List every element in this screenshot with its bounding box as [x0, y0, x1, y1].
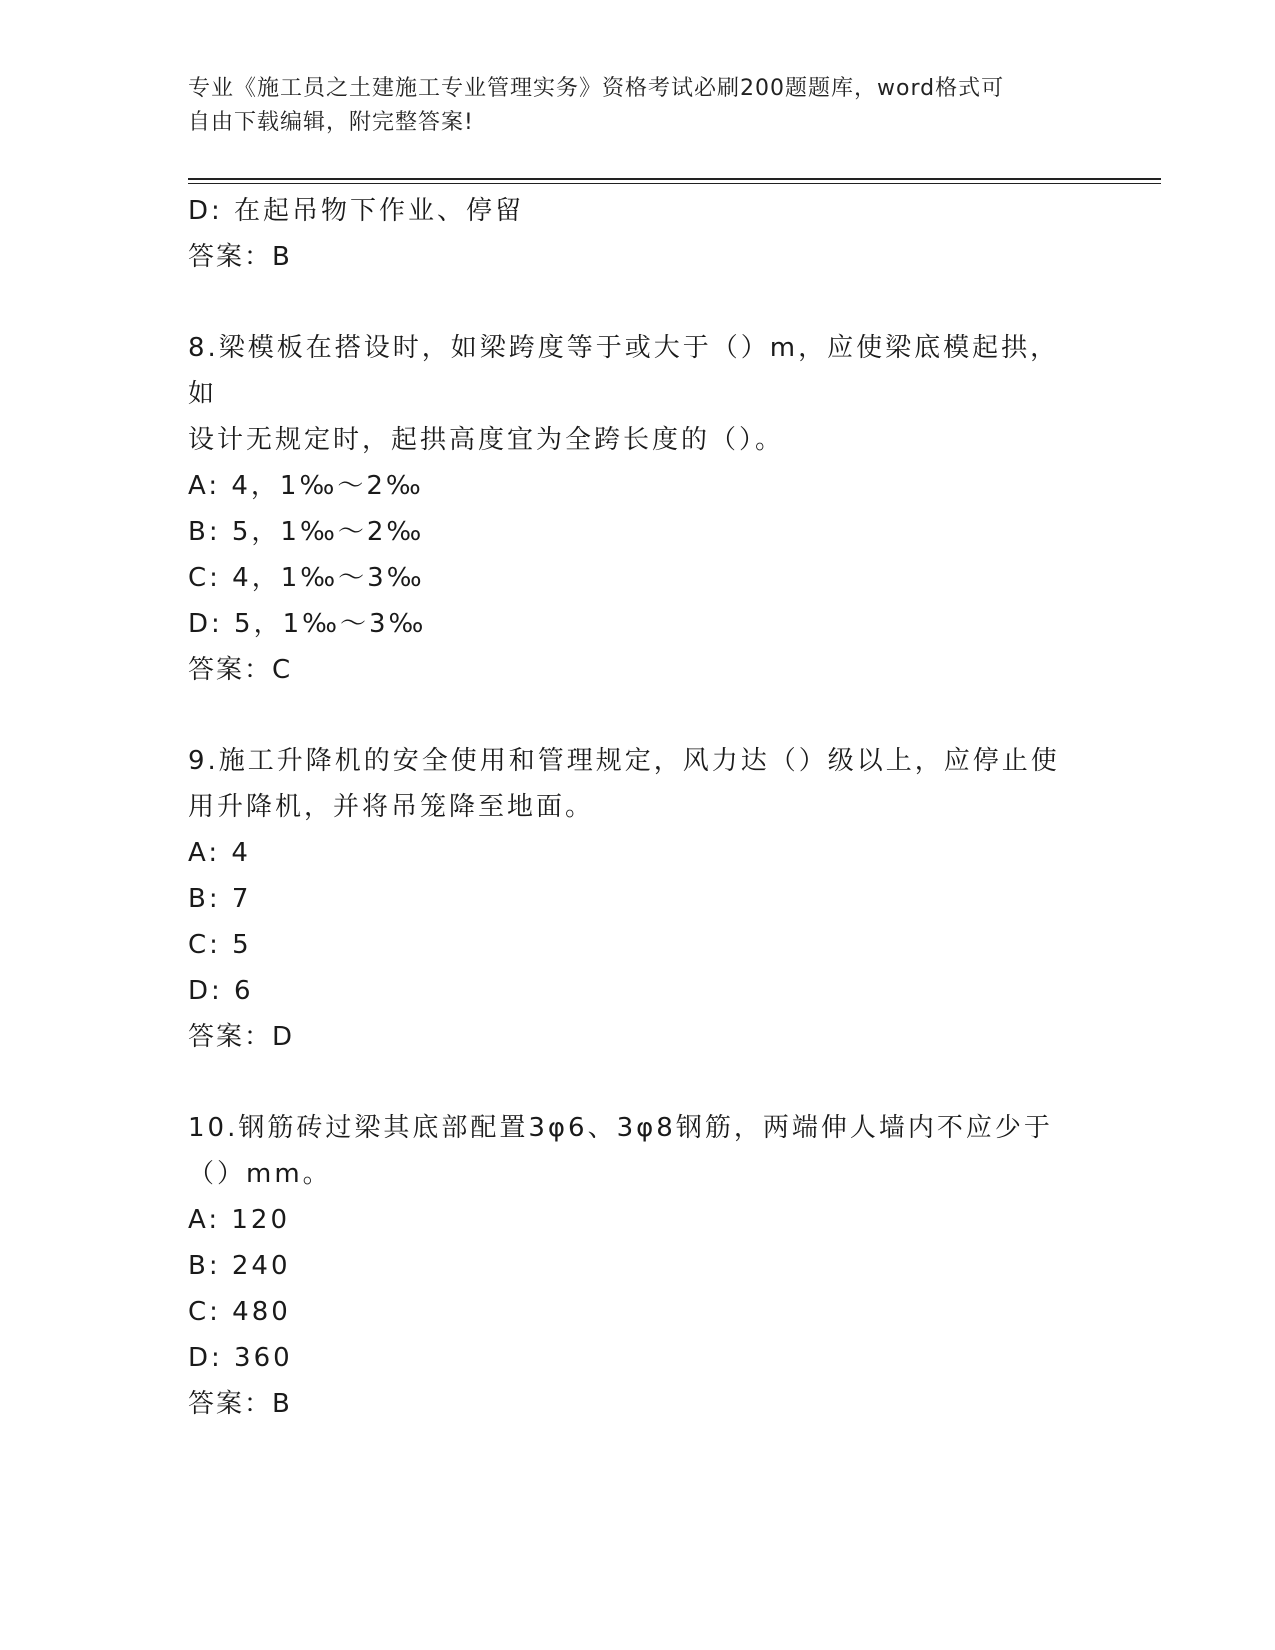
question-10-option-b: B: 240 — [188, 1251, 291, 1281]
header-divider-thick — [188, 178, 1161, 180]
question-8-stem-line-1: 8.梁模板在搭设时，如梁跨度等于或大于（）m，应使梁底模起拱，如 — [188, 333, 1060, 409]
question-list — [188, 188, 1088, 1427]
question-8-answer: 答案：C — [188, 655, 293, 685]
question-9-stem-line-2: 用升降机，并将吊笼降至地面。 — [188, 792, 595, 822]
spacer — [188, 280, 1088, 325]
header-title-line-1: 专业《施工员之土建施工专业管理实务》资格考试必刷200题题库，word格式可 — [188, 76, 1005, 101]
question-9-option-a: A: 4 — [188, 838, 251, 868]
header-divider-thin — [188, 183, 1161, 184]
question-10-option-c: C: 480 — [188, 1297, 291, 1327]
question-7-tail — [188, 188, 1088, 280]
document-header — [188, 72, 1068, 140]
question-10-answer: 答案：B — [188, 1389, 292, 1419]
question-10-option-d: D: 360 — [188, 1343, 293, 1373]
question-10-stem-line-1: 10.钢筋砖过梁其底部配置3φ6、3φ8钢筋，两端伸人墙内不应少于 — [188, 1113, 1053, 1143]
spacer — [188, 693, 1088, 738]
question-10 — [188, 1105, 1088, 1427]
question-8 — [188, 325, 1088, 693]
question-9-answer: 答案：D — [188, 1022, 295, 1052]
question-9 — [188, 738, 1088, 1060]
question-9-option-c: C: 5 — [188, 930, 252, 960]
question-8-option-b: B: 5，1‰～2‰ — [188, 517, 425, 547]
question-7-answer: 答案：B — [188, 242, 292, 272]
question-10-option-a: A: 120 — [188, 1205, 290, 1235]
question-9-stem-line-1: 9.施工升降机的安全使用和管理规定，风力达（）级以上，应停止使 — [188, 746, 1060, 776]
question-8-option-a: A: 4，1‰～2‰ — [188, 471, 424, 501]
question-9-option-d: D: 6 — [188, 976, 254, 1006]
question-7-option-d: D: 在起吊物下作业、停留 — [188, 196, 525, 226]
spacer — [188, 1060, 1088, 1105]
question-8-option-c: C: 4，1‰～3‰ — [188, 563, 425, 593]
question-8-stem-line-2: 设计无规定时，起拱高度宜为全跨长度的（）。 — [188, 425, 785, 455]
question-10-stem-line-2: （）mm。 — [188, 1159, 332, 1189]
question-9-option-b: B: 7 — [188, 884, 252, 914]
question-8-option-d: D: 5，1‰～3‰ — [188, 609, 427, 639]
header-title-line-2: 自由下载编辑，附完整答案! — [188, 110, 474, 135]
